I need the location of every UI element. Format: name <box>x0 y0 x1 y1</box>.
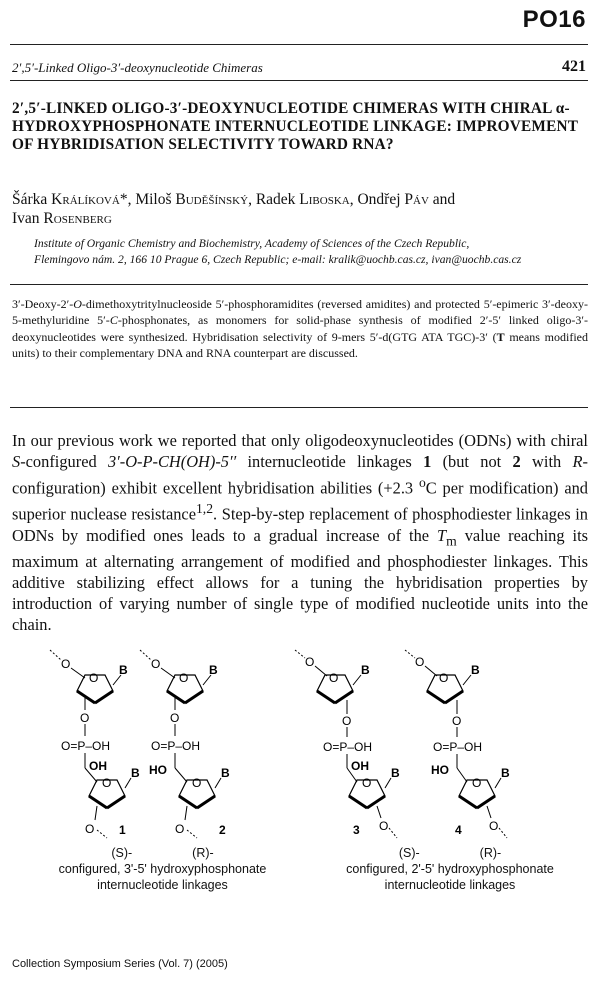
caption-line-3: internucleotide linkages <box>97 878 228 892</box>
oxygen-label: O <box>379 819 389 833</box>
oxygen-label: O <box>489 819 499 833</box>
abstract-rule-top <box>10 284 588 285</box>
caption-r-configured: (R)- <box>192 846 214 860</box>
ring-oxygen: O <box>439 671 449 685</box>
ring-oxygen: O <box>102 776 112 790</box>
phosphonate-label: O=P–OH <box>433 740 483 754</box>
hydroxyl-label: OH <box>89 759 107 773</box>
base-label: B <box>361 663 370 677</box>
oxygen-label: O <box>175 822 185 836</box>
caption-line-3: internucleotide linkages <box>384 878 516 892</box>
chemical-structures-figure <box>0 640 600 845</box>
phosphonate-label: O=P–OH <box>151 739 201 753</box>
compound-label-2: 2 <box>219 823 226 837</box>
structure-2 <box>140 650 230 838</box>
caption-line-2: configured, 2'-5' hydroxyphosphonate <box>346 862 554 876</box>
ring-oxygen: O <box>362 776 372 790</box>
footer-citation: Collection Symposium Series (Vol. 7) (2005) <box>12 958 228 970</box>
base-label: B <box>501 766 510 780</box>
figure-caption-left <box>15 845 310 893</box>
oxygen-label: O <box>61 657 71 671</box>
oxygen-label: O <box>85 822 95 836</box>
ring-oxygen: O <box>179 671 189 685</box>
base-label: B <box>119 663 128 677</box>
ring-oxygen: O <box>192 776 202 790</box>
base-label: B <box>471 663 480 677</box>
base-label: B <box>391 766 400 780</box>
oxygen-label: O <box>305 655 315 669</box>
hydroxyl-label: OH <box>351 759 369 773</box>
base-label: B <box>221 766 230 780</box>
hydroxyl-label: HO <box>431 763 449 777</box>
compound-label-1: 1 <box>119 823 126 837</box>
caption-s-configured: (S)- <box>398 846 420 860</box>
phosphonate-label: O=P–OH <box>323 740 373 754</box>
ring-oxygen: O <box>472 776 482 790</box>
affiliation-line-1: Institute of Organic Chemistry and Biochemistry, Academy of Sciences of the Czech Republic, <box>34 237 470 250</box>
hydroxyl-label: HO <box>149 763 167 777</box>
base-label: B <box>131 766 140 780</box>
abstract-text: 3′-Deoxy-2′-O-dimethoxytritylnucleoside 5′-phosphoramidites (reversed amidites) and protected 5′-epimeric 3′-deoxy-5-methyluridine 5′-C-phosphonates, as monomers for solid-phase synthesis of modified 2′-5′ linked oligo-3′-deoxynucleotides were synthesized. Hybridisation selectivity of 9-mers 5′-d(GTG ATA TGC)-3′ (T means modified units) to their complementary DNA and RNA counterpart are discussed. <box>12 297 588 360</box>
caption-r-configured: (R)- <box>479 846 502 860</box>
phosphonate-label: O=P–OH <box>61 739 111 753</box>
compound-label-4: 4 <box>455 823 462 837</box>
base-label: B <box>209 663 218 677</box>
ring-oxygen: O <box>329 671 339 685</box>
oxygen-label: O <box>342 714 352 728</box>
abstract-code: PO16 <box>522 6 586 33</box>
caption-line-2: configured, 3'-5' hydroxyphosphonate <box>58 862 267 876</box>
affiliation-line-2: Flemingovo nám. 2, 166 10 Prague 6, Czech Republic; e-mail: kralik@uochb.cas.cz, ivan@uochb.cas.cz <box>34 253 522 266</box>
oxygen-label: O <box>151 657 161 671</box>
oxygen-label: O <box>170 711 180 725</box>
abstract-rule-bottom <box>10 407 588 408</box>
running-title: 2′,5′-Linked Oligo-3′-deoxynucleotide Chimeras <box>12 60 263 75</box>
article-title: 2′,5′-LINKED OLIGO-3′-DEOXYNUCLEOTIDE CHIMERAS WITH CHIRAL α-HYDROXYPHOSPHONATE INTERNUCLEOTIDE LINKAGE: IMPROVEMENT OF HYBRIDISATION SELECTIVITY TOWARD RNA? <box>12 100 578 153</box>
oxygen-label: O <box>415 655 425 669</box>
structure-3 <box>295 650 400 838</box>
body-paragraph: In our previous work we reported that only oligodeoxynucleotides (ODNs) with chiral S-configured 3′-O-P-CH(OH)-5′′ internucleotide linkages 1 (but not 2 with R-configuration) exhibit excellent hybridisation abilities (+2.3 $^o$C per modification) and superior nuclease resistance$^{1,2}$. Step-by-step replacement of phosphodiester linkages in ODNs by modified ones leads to a gradual increase of the $T_m$ value reaching its maximum at alternating arrangement of modified and phosphodiester linkages. This additive stabilizing effect allows for a tuning the hybridisation properties by introduction of varying number of single type of modified nucleotide units into the chain. <box>12 431 588 635</box>
caption-s-configured: (S)- <box>111 846 133 860</box>
oxygen-label: O <box>452 714 462 728</box>
ring-oxygen: O <box>89 671 99 685</box>
figure-caption-right <box>300 845 600 893</box>
compound-label-3: 3 <box>353 823 360 837</box>
header-rule-bottom <box>10 80 588 81</box>
author-list: Šárka Králíková*, Miloš Buděšínský, Radek Liboska, Ondřej Páv and Ivan Rosenberg <box>12 191 456 227</box>
structure-4 <box>405 650 510 838</box>
page-number: 421 <box>562 58 586 75</box>
oxygen-label: O <box>80 711 90 725</box>
affiliation <box>34 236 589 268</box>
structure-1 <box>50 650 140 838</box>
header-rule-top <box>10 44 588 45</box>
